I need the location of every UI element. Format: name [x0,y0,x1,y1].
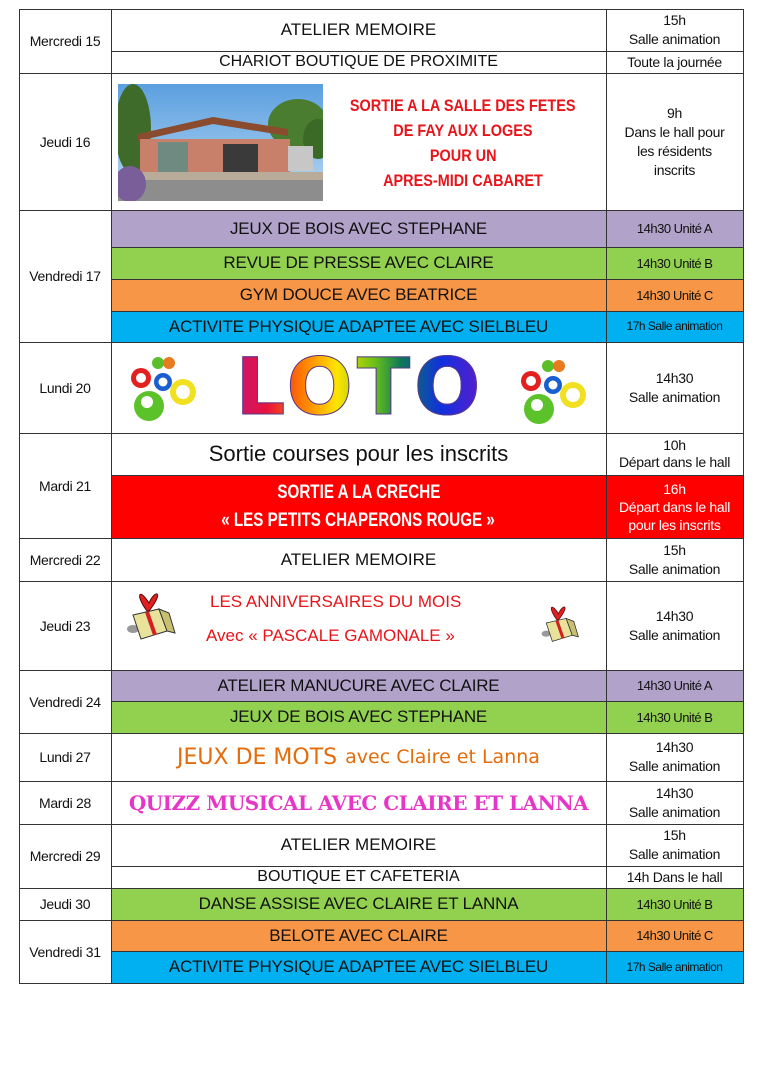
activity-time: Toute la journée [627,53,722,70]
time-line: 16h [663,480,686,497]
time-line: 14h30 [655,739,694,755]
time-line: Salle animation [628,846,721,862]
day-label: Jeudi 23 [39,617,91,634]
table-border [111,279,744,280]
activity-time: 14h30 Unité A [606,210,743,247]
table-border [19,210,744,211]
activity-time: 14h30 Unité B [606,701,743,733]
building-image [118,84,323,201]
activity-time [606,73,743,210]
time-line: Salle animation [628,758,721,774]
activity-label: QUIZZ MUSICAL AVEC CLAIRE ET LANNA [128,790,589,815]
activity-time: 14h30 Unité C [606,920,743,951]
lottery-balls-icon [515,355,590,425]
outing-title-line: POUR UN [429,146,497,165]
activity-label [320,84,606,202]
table-border [19,342,744,343]
day-label: Lundi 20 [39,379,91,396]
activity-time [606,824,743,866]
birthday-title-line: LES ANNIVERSAIRES DU MOIS [210,592,462,611]
time-line: 15h [663,541,686,558]
activity-time: 14h30 Unité A [606,670,743,701]
activity-label: ACTIVITE PHYSIQUE ADAPTEE AVEC SIELBLEU [111,951,606,983]
activity-time [606,733,743,781]
activity-time: 14h Dans le hall [626,868,723,885]
activity-label: ATELIER MEMOIRE [280,20,437,39]
day-label: Vendredi 31 [29,943,101,960]
table-border [19,824,744,825]
activity-label: ATELIER MEMOIRE [280,549,437,569]
activity-label: Sortie courses pour les inscrits [208,441,509,466]
day-label: Mercredi 15 [29,33,101,49]
time-line: Départ dans le hall [618,454,731,470]
gift-icon [125,585,177,645]
table-border [19,920,744,921]
day-label: Vendredi 24 [29,693,101,710]
time-line: Dans le hall pour [624,123,725,140]
activity-time [606,9,743,51]
time-line: Salle animation [628,388,721,405]
activity-label: REVUE DE PRESSE AVEC CLAIRE [111,247,606,279]
day-label: Mercredi 29 [29,848,101,864]
word-game-title: JEUX DE MOTS [177,744,338,770]
activity-time: 14h30 Unité B [606,247,743,279]
table-border [111,951,744,952]
day-label: Mardi 21 [38,477,92,494]
activity-time [606,538,743,581]
activity-time [606,342,743,433]
table-border [111,9,112,984]
table-border [19,73,744,74]
day-label: Jeudi 16 [39,133,91,150]
gift-icon [540,600,580,646]
table-border [19,9,744,10]
activity-label: BELOTE AVEC CLAIRE [111,920,606,951]
activity-time [606,781,743,824]
table-border [111,701,744,702]
time-line: 14h30 [655,784,694,801]
day-label: Jeudi 30 [39,896,91,912]
lottery-balls-icon [125,352,200,422]
table-border [743,9,744,984]
day-label: Mardi 28 [38,794,92,811]
activity-label: DANSE ASSISE AVEC CLAIRE ET LANNA [111,888,606,920]
activity-label: ATELIER MANUCURE AVEC CLAIRE [111,670,606,701]
table-border [19,733,744,734]
activity-time: 14h30 Unité B [606,888,743,920]
time-line: Salle animation [628,626,721,643]
activity-label: CHARIOT BOUTIQUE DE PROXIMITE [219,53,498,70]
word-game-hosts: avec Claire et Lanna [345,746,540,768]
outing-title-line: SORTIE A LA CRECHE [276,481,440,503]
activity-label: BOUTIQUE ET CAFETERIA [257,868,460,885]
table-border [111,51,744,52]
activity-label: ACTIVITE PHYSIQUE ADAPTEE AVEC SIELBLEU [111,311,606,342]
activity-label: JEUX DE BOIS AVEC STEPHANE [111,210,606,247]
table-border [19,983,744,984]
table-border [19,888,744,889]
day-label: Vendredi 17 [29,268,101,284]
table-border [606,9,607,984]
activity-label: JEUX DE BOIS AVEC STEPHANE [111,701,606,733]
time-line: 14h30 [655,369,694,386]
birthday-title-line: Avec « PASCALE GAMONALE » [206,626,455,645]
time-line: inscrits [653,161,696,178]
outing-title-line: « LES PETITS CHAPERONS ROUGE » [221,509,496,531]
time-line: 9h [667,104,682,121]
outing-title-line: SORTIE A LA SALLE DES FETES [350,96,576,115]
time-line: 14h30 [655,607,694,624]
activity-label: ATELIER MEMOIRE [280,835,437,854]
time-line: les résidents [637,142,712,159]
time-line: 15h [663,12,686,28]
outing-title-line: DE FAY AUX LOGES [393,121,533,140]
day-label: Lundi 27 [39,749,91,765]
activity-time: 17h Salle animation [606,311,743,342]
time-line: Départ dans le hall [618,498,731,515]
outing-title-line: APRES-MIDI CABARET [383,171,543,190]
activity-time [606,581,743,670]
salle-des-fetes-photo [118,84,323,201]
table-border [111,247,744,248]
activity-label [111,733,606,781]
time-line: pour les inscrits [628,516,721,533]
activity-label [111,475,606,538]
table-border [19,433,744,434]
table-border [19,670,744,671]
time-line: Salle animation [628,560,721,577]
table-border [19,538,744,539]
day-label: Mercredi 22 [29,551,101,568]
activity-label: GYM DOUCE AVEC BEATRICE [111,279,606,311]
table-border [111,475,744,476]
activity-label [190,584,530,654]
activity-time [606,475,743,538]
table-border [111,311,744,312]
table-border [111,866,744,867]
activity-time: 17h Salle animation [606,951,743,983]
time-line: Salle animation [628,31,721,47]
time-line: 15h [663,827,686,843]
time-line: Salle animation [628,803,721,820]
activity-time: 14h30 Unité C [606,279,743,311]
table-border [19,9,20,984]
table-border [19,781,744,782]
table-border [19,581,744,582]
activity-label: LOTO [215,345,505,430]
activity-time [606,433,743,475]
time-line: 10h [663,437,686,453]
